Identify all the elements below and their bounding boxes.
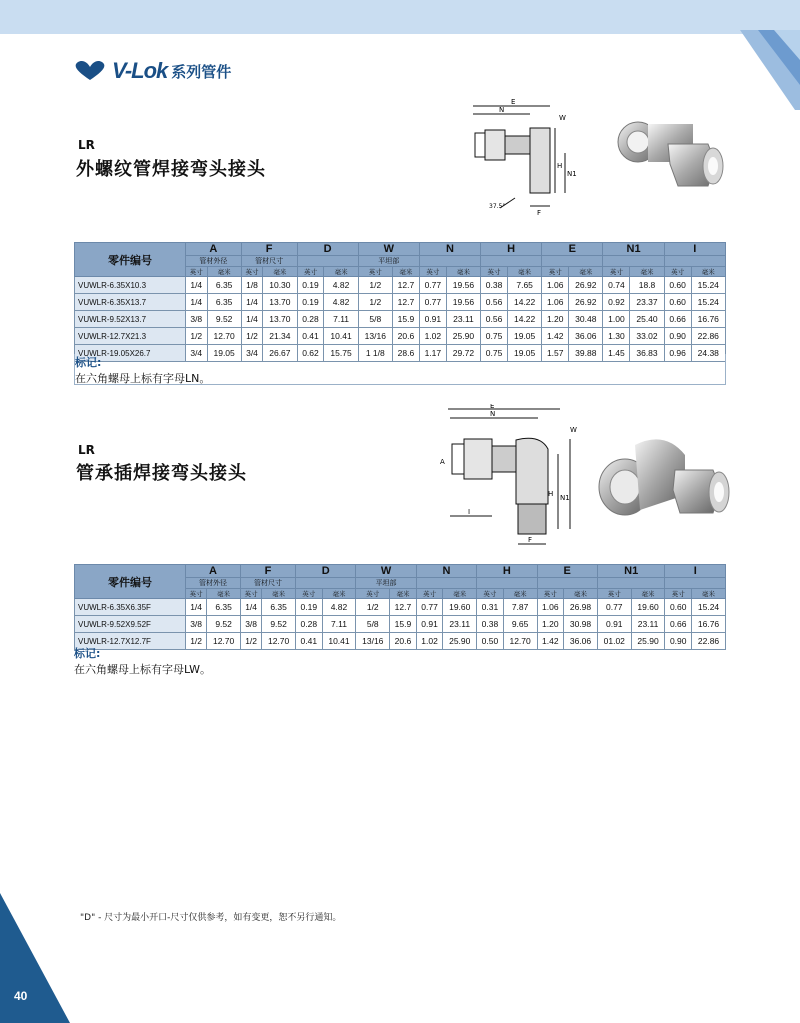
unit-mm-header: 毫米	[207, 589, 241, 599]
table-cell: 1.02	[419, 328, 446, 345]
table-row	[75, 328, 726, 345]
dim2-w-label: W	[570, 426, 577, 434]
table-cell: 0.41	[296, 633, 323, 650]
table-cell: 0.60	[665, 599, 692, 616]
table-cell: 1.20	[542, 311, 569, 328]
table-cell: 26.98	[564, 599, 598, 616]
section2-title: 管承插焊接弯头接头	[76, 463, 247, 484]
table-cell: 1.42	[537, 633, 564, 650]
table-cell: 7.87	[503, 599, 537, 616]
column-header-e: E	[537, 565, 597, 578]
column-subheader-n	[419, 256, 480, 267]
column-header-d: D	[297, 243, 358, 256]
page-corner	[0, 893, 70, 1023]
table-cell: 15.24	[691, 277, 725, 294]
column-header-a: A	[186, 243, 242, 256]
table-cell: 0.50	[477, 633, 504, 650]
table-cell: 26.92	[569, 294, 603, 311]
table-cell: 0.91	[597, 616, 631, 633]
table-cell: 0.60	[664, 294, 691, 311]
table-cell: 6.35	[207, 599, 241, 616]
section2-technical-drawing	[430, 404, 590, 550]
section2-notes-label: 标记:	[74, 647, 101, 660]
table-cell: 9.52	[207, 311, 241, 328]
table-cell: 13.70	[263, 294, 297, 311]
unit-mm-header: 毫米	[569, 267, 603, 277]
unit-inch-header: 英寸	[186, 267, 208, 277]
section1-spec-table	[74, 242, 726, 362]
table-cell: 23.11	[631, 616, 665, 633]
table-cell: 0.92	[603, 294, 630, 311]
table-cell: 6.35	[262, 599, 296, 616]
table-cell: 12.7	[392, 277, 419, 294]
table-cell: 23.37	[630, 294, 664, 311]
table-row	[75, 599, 726, 616]
table-cell: 26.67	[263, 345, 297, 362]
table-cell: 0.56	[481, 294, 508, 311]
table-cell: 7.65	[508, 277, 542, 294]
table-cell: 9.65	[503, 616, 537, 633]
table-cell: 0.19	[297, 277, 324, 294]
table-cell: 25.90	[631, 633, 665, 650]
table-cell: 0.19	[296, 599, 323, 616]
table-cell: 3/4	[186, 345, 208, 362]
table-cell: 22.86	[691, 328, 725, 345]
table-cell: 1.00	[603, 311, 630, 328]
dim-angle-label: 37.5°	[489, 203, 506, 210]
table-cell: 21.34	[263, 328, 297, 345]
column-subheader-w: 平坦部	[356, 578, 416, 589]
table-cell: 01.02	[597, 633, 631, 650]
table-cell: 0.31	[477, 599, 504, 616]
column-subheader-e	[537, 578, 597, 589]
table-cell: 1/4	[241, 311, 263, 328]
table-cell: 12.70	[503, 633, 537, 650]
unit-mm-header: 毫米	[630, 267, 664, 277]
table-cell: 5/8	[358, 311, 392, 328]
table-row	[75, 277, 726, 294]
unit-inch-header: 英寸	[664, 267, 691, 277]
dim-h-label: H	[557, 162, 563, 170]
table-cell: 18.8	[630, 277, 664, 294]
table-cell: 36.83	[630, 345, 664, 362]
table-cell: 4.82	[322, 599, 356, 616]
table-cell: 1.57	[542, 345, 569, 362]
table-cell: 22.86	[692, 633, 726, 650]
table-cell: 19.05	[207, 345, 241, 362]
table-cell: 12.70	[262, 633, 296, 650]
unit-mm-header: 毫米	[324, 267, 358, 277]
part-number-header: 零件编号	[75, 565, 186, 599]
column-subheader-n	[416, 578, 476, 589]
unit-inch-header: 英寸	[481, 267, 508, 277]
column-header-h: H	[477, 565, 537, 578]
unit-inch-header: 英寸	[603, 267, 630, 277]
table-cell: 1.06	[542, 277, 569, 294]
table-cell: 1.06	[542, 294, 569, 311]
table-cell: 20.6	[392, 328, 419, 345]
unit-inch-header: 英寸	[416, 589, 443, 599]
unit-mm-header: 毫米	[631, 589, 665, 599]
section2-code: LR	[78, 443, 95, 457]
part-number-cell: VUWLR-9.52X13.7	[75, 311, 186, 328]
column-subheader-h	[481, 256, 542, 267]
column-header-n: N	[416, 565, 476, 578]
table-cell: 1 1/8	[358, 345, 392, 362]
table-cell: 0.38	[477, 616, 504, 633]
table-cell: 19.05	[508, 345, 542, 362]
dim2-f-label: F	[528, 536, 533, 544]
column-header-h: H	[481, 243, 542, 256]
table-cell: 25.90	[443, 633, 477, 650]
table-row	[75, 311, 726, 328]
column-header-e: E	[542, 243, 603, 256]
unit-inch-header: 英寸	[297, 267, 324, 277]
table-cell: 39.88	[569, 345, 603, 362]
table-cell: 15.75	[324, 345, 358, 362]
unit-inch-header: 英寸	[358, 267, 392, 277]
unit-mm-header: 毫米	[692, 589, 726, 599]
table-cell: 36.06	[564, 633, 598, 650]
table-cell: 25.90	[446, 328, 480, 345]
table-cell: 0.38	[481, 277, 508, 294]
unit-inch-header: 英寸	[542, 267, 569, 277]
column-header-a: A	[186, 565, 241, 578]
unit-inch-header: 英寸	[537, 589, 564, 599]
column-subheader-i	[665, 578, 726, 589]
section2-notes	[74, 645, 724, 677]
table-cell: 0.77	[419, 294, 446, 311]
table-cell: 1.17	[419, 345, 446, 362]
table-cell: 1/2	[356, 599, 390, 616]
section1-product-photo	[608, 104, 733, 196]
unit-inch-header: 英寸	[665, 589, 692, 599]
heart-logo-icon	[72, 60, 108, 82]
table-cell: 1.42	[542, 328, 569, 345]
footnote: "D" - 尺寸为最小开口-尺寸仅供参考，如有变更，恕不另行通知。	[80, 913, 342, 923]
table-cell: 24.38	[691, 345, 725, 362]
section2-spec-table	[74, 564, 726, 650]
table-cell: 30.48	[569, 311, 603, 328]
table-cell: 12.7	[390, 599, 417, 616]
table-row	[75, 294, 726, 311]
table-cell: 1/4	[241, 599, 262, 616]
table-cell: 13/16	[356, 633, 390, 650]
table-cell: 23.11	[446, 311, 480, 328]
unit-inch-header: 英寸	[241, 267, 263, 277]
table-cell: 4.82	[324, 277, 358, 294]
table-cell: 0.77	[416, 599, 443, 616]
dim-n-label: N	[499, 106, 505, 114]
part-number-cell: VUWLR-6.35X13.7	[75, 294, 186, 311]
table-cell: 19.05	[508, 328, 542, 345]
section1-technical-drawing	[455, 98, 595, 218]
brand-logo	[72, 58, 231, 84]
dim2-n-label: N	[490, 410, 496, 418]
table-cell: 9.52	[262, 616, 296, 633]
table-cell: 0.66	[664, 311, 691, 328]
unit-inch-header: 英寸	[186, 589, 207, 599]
column-header-d: D	[296, 565, 356, 578]
table-cell: 33.02	[630, 328, 664, 345]
unit-mm-header: 毫米	[392, 267, 419, 277]
table-cell: 14.22	[508, 311, 542, 328]
table-cell: 4.82	[324, 294, 358, 311]
column-subheader-e	[542, 256, 603, 267]
unit-inch-header: 英寸	[296, 589, 323, 599]
table-cell: 1/2	[358, 277, 392, 294]
table-cell: 23.11	[443, 616, 477, 633]
table-cell: 0.96	[664, 345, 691, 362]
dim-n1-label: N1	[567, 170, 577, 178]
table-cell: 15.9	[392, 311, 419, 328]
table-cell: 1.30	[603, 328, 630, 345]
column-subheader-f: 管材尺寸	[241, 256, 297, 267]
table-cell: 7.11	[322, 616, 356, 633]
unit-mm-header: 毫米	[443, 589, 477, 599]
table-cell: 19.60	[631, 599, 665, 616]
table-cell: 1/4	[186, 277, 208, 294]
unit-mm-header: 毫米	[207, 267, 241, 277]
column-header-i: I	[665, 565, 726, 578]
section1-code: LR	[78, 138, 95, 152]
column-subheader-d	[297, 256, 358, 267]
table-cell: 0.62	[297, 345, 324, 362]
table-cell: 29.72	[446, 345, 480, 362]
table-cell: 0.56	[481, 311, 508, 328]
table-cell: 1.45	[603, 345, 630, 362]
column-subheader-a: 管材外径	[186, 256, 242, 267]
column-header-f: F	[241, 565, 296, 578]
table-cell: 15.24	[691, 294, 725, 311]
table-cell: 0.75	[481, 328, 508, 345]
table-cell: 10.41	[324, 328, 358, 345]
table-cell: 19.56	[446, 277, 480, 294]
table-cell: 1/4	[186, 294, 208, 311]
table-cell: 0.66	[665, 616, 692, 633]
table-cell: 10.41	[322, 633, 356, 650]
table-cell: 1/2	[241, 328, 263, 345]
column-header-n: N	[419, 243, 480, 256]
unit-mm-header: 毫米	[322, 589, 356, 599]
column-header-w: W	[358, 243, 419, 256]
table-cell: 15.9	[390, 616, 417, 633]
table-cell: 36.06	[569, 328, 603, 345]
table-cell: 12.7	[392, 294, 419, 311]
table-cell: 28.6	[392, 345, 419, 362]
table-cell: 1/2	[186, 328, 208, 345]
unit-inch-header: 英寸	[419, 267, 446, 277]
column-subheader-a: 管材外径	[186, 578, 241, 589]
part-number-cell: VUWLR-12.7X12.7F	[75, 633, 186, 650]
table-cell: 9.52	[207, 616, 241, 633]
header-stripes	[740, 30, 800, 110]
unit-mm-header: 毫米	[262, 589, 296, 599]
table-cell: 6.35	[207, 294, 241, 311]
table-cell: 5/8	[356, 616, 390, 633]
table-cell: 1/4	[186, 599, 207, 616]
table-cell: 0.75	[481, 345, 508, 362]
brand-series: 系列管件	[171, 62, 232, 81]
column-subheader-w: 平坦部	[358, 256, 419, 267]
unit-inch-header: 英寸	[477, 589, 504, 599]
column-subheader-n1	[603, 256, 664, 267]
table-cell: 3/4	[241, 345, 263, 362]
unit-mm-header: 毫米	[508, 267, 542, 277]
part-number-header: 零件编号	[75, 243, 186, 277]
table-cell: 0.19	[297, 294, 324, 311]
table-cell: 1.20	[537, 616, 564, 633]
column-subheader-h	[477, 578, 537, 589]
table-cell: 1/4	[241, 294, 263, 311]
table-cell: 19.56	[446, 294, 480, 311]
part-number-cell: VUWLR-6.35X10.3	[75, 277, 186, 294]
table-cell: 0.74	[603, 277, 630, 294]
unit-mm-header: 毫米	[390, 589, 417, 599]
table-cell: 0.28	[296, 616, 323, 633]
table-cell: 1/8	[241, 277, 263, 294]
table-cell: 7.11	[324, 311, 358, 328]
table-cell: 0.60	[664, 277, 691, 294]
table-cell: 10.30	[263, 277, 297, 294]
table-cell: 0.91	[416, 616, 443, 633]
part-number-cell: VUWLR-19.05X26.7	[75, 345, 186, 362]
table-cell: 14.22	[508, 294, 542, 311]
table-cell: 12.70	[207, 633, 241, 650]
table-cell: 20.6	[390, 633, 417, 650]
table-cell: 13.70	[263, 311, 297, 328]
unit-mm-header: 毫米	[503, 589, 537, 599]
table-cell: 30.98	[564, 616, 598, 633]
dim2-e-label: E	[490, 404, 495, 410]
unit-inch-header: 英寸	[356, 589, 390, 599]
table-cell: 26.92	[569, 277, 603, 294]
table-cell: 16.76	[692, 616, 726, 633]
table-cell: 0.28	[297, 311, 324, 328]
unit-inch-header: 英寸	[241, 589, 262, 599]
table-cell: 0.77	[597, 599, 631, 616]
table-row	[75, 616, 726, 633]
table-cell: 1.02	[416, 633, 443, 650]
table-cell: 0.90	[664, 328, 691, 345]
column-subheader-f: 管材尺寸	[241, 578, 296, 589]
section1-notes-text: 在六角螺母上标有字母LN。	[75, 372, 211, 385]
section2-product-photo	[595, 425, 735, 535]
table-cell: 0.77	[419, 277, 446, 294]
table-cell: 25.40	[630, 311, 664, 328]
table-cell: 3/8	[186, 616, 207, 633]
table-cell: 1.06	[537, 599, 564, 616]
column-header-f: F	[241, 243, 297, 256]
table-cell: 1/2	[186, 633, 207, 650]
table-cell: 13/16	[358, 328, 392, 345]
column-header-w: W	[356, 565, 416, 578]
table-cell: 19.60	[443, 599, 477, 616]
column-header-n1: N1	[603, 243, 664, 256]
page-number: 40	[14, 989, 28, 1003]
table-cell: 1/2	[358, 294, 392, 311]
table-cell: 1/2	[241, 633, 262, 650]
table-cell: 12.70	[207, 328, 241, 345]
part-number-cell: VUWLR-12.7X21.3	[75, 328, 186, 345]
column-subheader-i	[664, 256, 725, 267]
section1-notes	[74, 354, 726, 385]
unit-inch-header: 英寸	[597, 589, 631, 599]
table-cell: 0.90	[665, 633, 692, 650]
section1-title: 外螺纹管焊接弯头接头	[76, 159, 266, 180]
table-cell: 15.24	[692, 599, 726, 616]
unit-mm-header: 毫米	[564, 589, 598, 599]
table-cell: 6.35	[207, 277, 241, 294]
column-header-n1: N1	[597, 565, 665, 578]
dim-e-label: E	[511, 98, 516, 106]
table-cell: 16.76	[691, 311, 725, 328]
section1-notes-label: 标记:	[75, 356, 102, 369]
section2-notes-text: 在六角螺母上标有字母LW。	[74, 663, 211, 676]
table-cell: 3/8	[241, 616, 262, 633]
dim2-n1-label: N1	[560, 494, 570, 502]
unit-mm-header: 毫米	[446, 267, 480, 277]
part-number-cell: VUWLR-9.52X9.52F	[75, 616, 186, 633]
dim2-i-label: I	[468, 508, 471, 516]
header-band	[0, 0, 800, 34]
unit-mm-header: 毫米	[263, 267, 297, 277]
dim2-a-label: A	[440, 458, 445, 466]
table-cell: 0.41	[297, 328, 324, 345]
part-number-cell: VUWLR-6.35X6.35F	[75, 599, 186, 616]
table-cell: 3/8	[186, 311, 208, 328]
table-cell: 0.91	[419, 311, 446, 328]
column-subheader-n1	[597, 578, 665, 589]
dim-w-label: W	[559, 114, 566, 122]
dim2-h-label: H	[548, 490, 554, 498]
unit-mm-header: 毫米	[691, 267, 725, 277]
dim-f-label: F	[537, 209, 542, 217]
brand-name: V-Lok	[112, 58, 168, 83]
column-header-i: I	[664, 243, 725, 256]
column-subheader-d	[296, 578, 356, 589]
